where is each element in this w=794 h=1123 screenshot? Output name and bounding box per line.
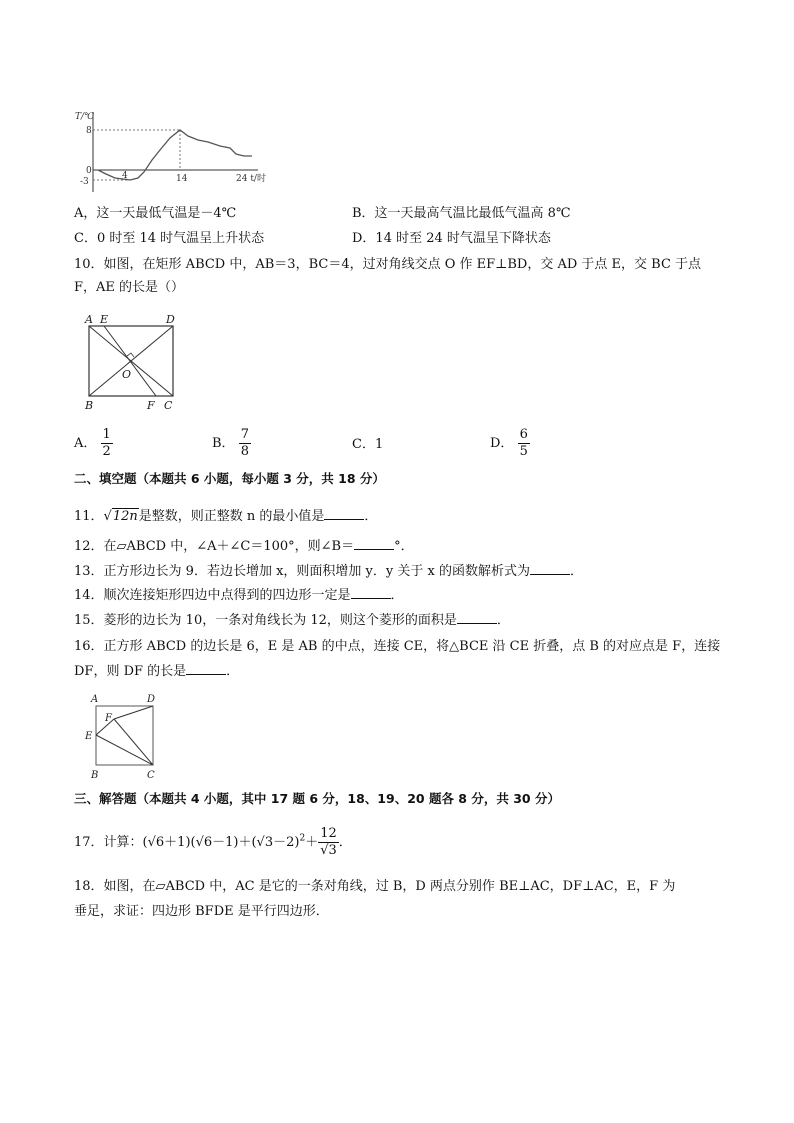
label-a: A [91,694,99,705]
y-axis-label: T/℃ [75,112,95,122]
q17-fraction: $\frac{12}{√3}$ [320,826,337,858]
x-tick-14: 14 [176,174,188,184]
q15: 15．菱形的边长为 10，一条对角线长为 12，则这个菱形的面积是 ． [74,613,510,628]
temperature-graph [60,108,270,194]
label-o: O [122,368,132,381]
q10-option-c: C．1 [352,437,384,452]
q10-line2: F，AE 的长是（） [74,280,185,295]
label-b: B [91,770,99,781]
q11-blank [324,507,364,520]
q18-line1: 18．如图，在▱ABCD 中，AC 是它的一条对角线，过 B，D 两点分别作 BE⊥AC，DF⊥AC，E，F 为 [74,879,676,894]
right-angle-mark [127,353,134,357]
q12: 12．在▱ABCD 中，∠A＋∠C＝100°，则∠B＝ °． [74,539,414,554]
q10-option-d [490,427,530,460]
label-f: F [105,713,112,724]
label-e: E [100,313,109,326]
q10-line1: 10．如图，在矩形 ABCD 中，AB＝3，BC＝4，过对角线交点 O 作 EF⊥BD，交 AD 于点 E，交 BC 于点 [74,257,702,272]
q9-option-a: A，这一天最低气温是－4℃ [74,206,237,221]
q9-option-b: B．这一天最高气温比最低气温高 8℃ [352,206,571,221]
q10-option-d-fraction: $\frac{6}{5}$ [519,427,528,459]
q17-expression: (√6＋1)(√6－1)＋(√3－2) [142,835,300,850]
segment-fc [114,719,153,765]
q10-option-a [74,427,113,460]
label-d: D [147,694,156,705]
label-a: A [85,313,93,326]
label-c: C [147,770,155,781]
q14: 14．顺次连接矩形四边中点得到的四边形一定是 ． [74,588,404,603]
q16-line1: 16．正方形 ABCD 的边长是 6，E 是 AB 的中点，连接 CE，将△BCE 沿 CE 折叠，点 B 的对应点是 F，连接 [74,639,721,654]
line-ef [104,326,156,396]
q15-blank [457,611,497,624]
q10-option-d-prefix: D． [490,436,514,451]
section2-title: 二、填空题（本题共 6 小题，每小题 3 分，共 18 分） [74,471,385,486]
x-tick-4: 4 [122,171,128,181]
segment-ec [96,735,153,765]
q10-option-b-fraction: $\frac{7}{8}$ [240,427,249,459]
label-d: D [166,313,175,326]
q16-square-figure [80,688,165,783]
q10-option-a-fraction: $\frac{1}{2}$ [102,427,111,459]
q14-blank [351,586,391,599]
y-tick-top: 8 [86,126,92,136]
segment-df [114,706,153,719]
q12-blank [354,537,394,550]
q13-blank [530,562,570,575]
q16-line2: DF，则 DF 的长是 ． [74,664,240,679]
label-c: C [164,399,173,412]
q16-blank [186,662,226,675]
q13: 13．正方形边长为 9．若边长增加 x，则面积增加 y．y 关于 x 的函数解析式为 ． [74,564,583,579]
q11: 11．√12n是整数，则正整数 n 的最小值是 ． [74,509,378,524]
label-f: F [147,399,155,412]
x-axis-label: 24 t/时 [236,174,266,184]
q9-option-c: C．0 时至 14 时气温呈上升状态 [74,231,265,246]
q10-option-b [212,427,251,460]
y-tick-zero: 0 [86,166,92,176]
q10-option-b-prefix: B． [212,436,235,451]
q10-option-a-prefix: A． [74,436,97,451]
q18-line2: 垂足，求证：四边形 BFDE 是平行四边形． [74,904,329,919]
section3-title: 三、解答题（本题共 4 小题，其中 17 题 6 分，18、19、20 题各 8 分，共 30 分） [74,791,560,806]
label-e: E [85,731,93,742]
q10-rectangle-figure [80,312,190,414]
q9-option-d: D．14 时至 24 时气温呈下降状态 [352,231,551,246]
q17: 17．计算：$(√6+1)(√6-1)+(√3-2)^2+$ $\frac{12}{√3}$ ． [74,826,352,858]
label-b: B [85,399,94,412]
q17-exponent: 2 [299,833,306,844]
y-tick-bottom: -3 [80,177,89,187]
